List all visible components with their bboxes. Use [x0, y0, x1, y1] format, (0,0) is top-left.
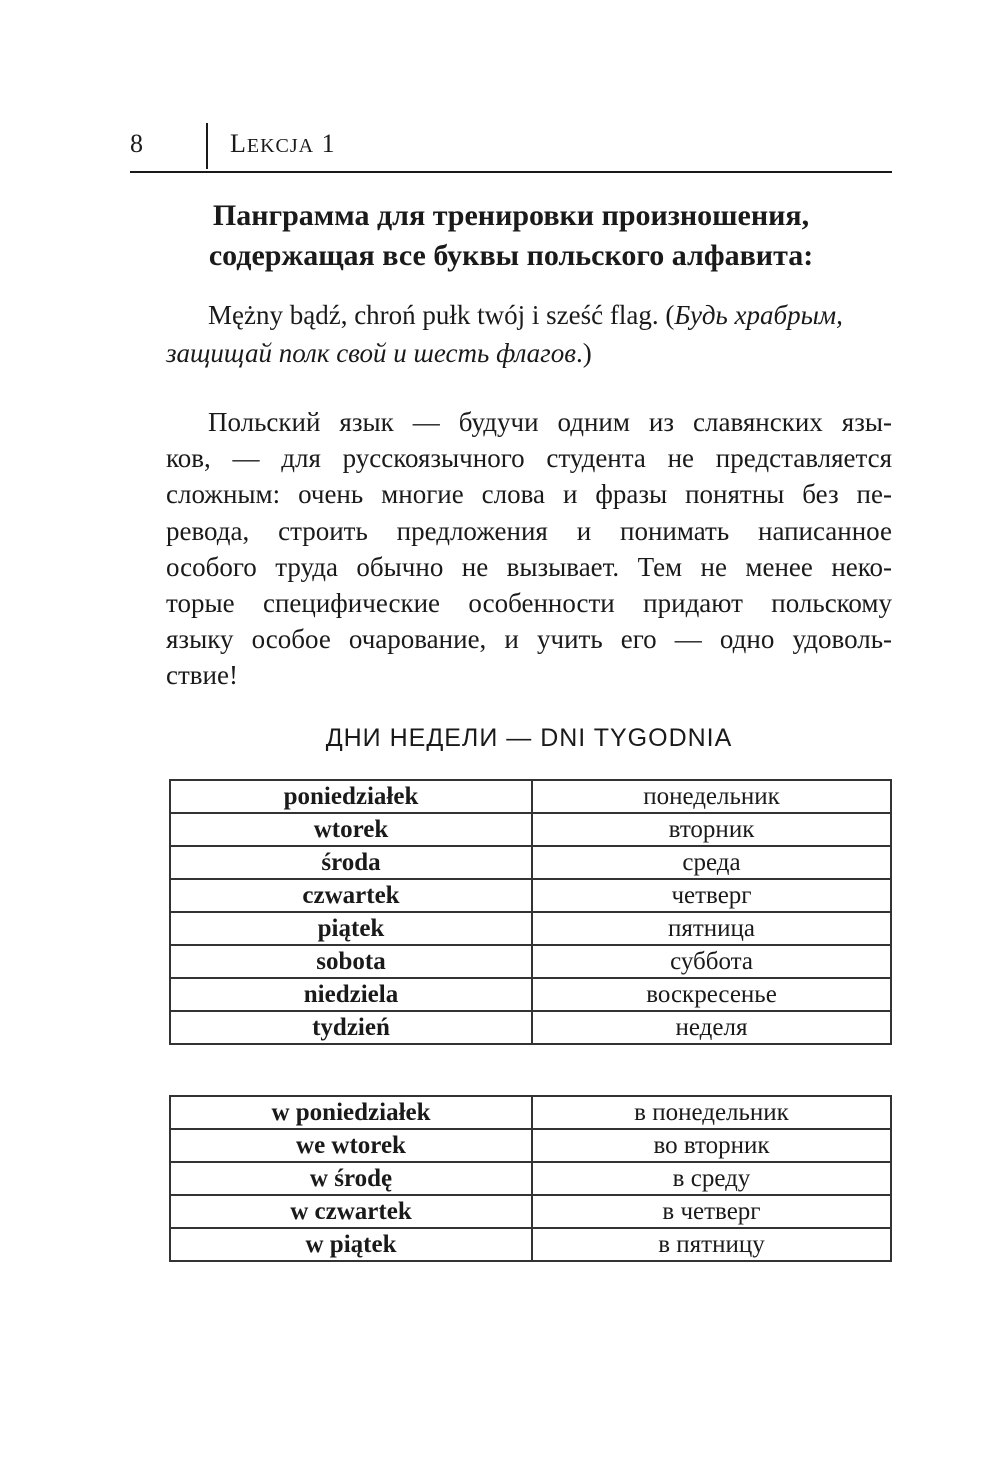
table-row [170, 1162, 891, 1195]
paragraph-line: Польский язык — будучи одним из славянских язы- [208, 407, 892, 437]
russian-cell: неделя [532, 1011, 891, 1044]
heading-line-2: содержащая все буквы польского алфавита: [208, 239, 814, 272]
table-row [170, 780, 891, 813]
russian-cell: суббота [532, 945, 891, 978]
table-row [170, 1011, 891, 1044]
paragraph-line: особого труда обычно не вызывает. Тем не менее неко- [166, 551, 892, 582]
page-header [130, 123, 892, 173]
running-title [230, 129, 336, 159]
table-row [170, 1228, 891, 1261]
polish-cell: poniedziałek [170, 780, 532, 813]
pangram-polish: Mężny bądź, chroń pułk twój i sześć flag. ( [208, 300, 675, 330]
pangram-translation-line [166, 334, 892, 372]
page-number: 8 [130, 129, 143, 158]
table-row [170, 879, 891, 912]
paragraph-line: ков, — для русскоязычного студента не представляется [166, 443, 892, 474]
russian-cell: вторник [532, 813, 891, 846]
russian-cell: четверг [532, 879, 891, 912]
polish-cell: sobota [170, 945, 532, 978]
polish-cell: wtorek [170, 813, 532, 846]
table-row [170, 1129, 891, 1162]
lesson-initial: L [230, 129, 247, 158]
polish-cell: piątek [170, 912, 532, 945]
paragraph-line: ревода, строить предложения и понимать написанное [166, 515, 892, 546]
russian-cell: воскресенье [532, 978, 891, 1011]
pangram-translation-1: Будь храбрым, [674, 300, 843, 330]
polish-cell: we wtorek [170, 1129, 532, 1162]
russian-cell: в среду [532, 1162, 891, 1195]
table-row [170, 912, 891, 945]
pangram-translation-2: защищай полк свой и шесть флагов [166, 338, 576, 368]
polish-cell: w poniedziałek [170, 1096, 532, 1129]
on-days-table [169, 1095, 892, 1262]
days-table [169, 779, 892, 1045]
table-row [170, 846, 891, 879]
polish-cell: niedziela [170, 978, 532, 1011]
paragraph-line: языку особое очарование, и учить его — одно удоволь- [166, 624, 892, 655]
russian-cell: понедельник [532, 780, 891, 813]
polish-cell: w piątek [170, 1228, 532, 1261]
table-row [170, 813, 891, 846]
paragraph-line: ствие! [166, 660, 238, 691]
russian-cell: среда [532, 846, 891, 879]
header-divider [206, 123, 208, 169]
lesson-number: 1 [321, 129, 336, 158]
table-row [170, 978, 891, 1011]
russian-cell: в понедельник [532, 1096, 891, 1129]
pangram-line [166, 296, 892, 334]
russian-cell: в четверг [532, 1195, 891, 1228]
section-heading [130, 196, 892, 276]
heading-line-1: Панграмма для тренировки произношения, [212, 199, 810, 232]
russian-cell: пятница [532, 912, 891, 945]
lesson-word-rest: EKCJA [246, 135, 315, 157]
paragraph-line: торые специфические особенности придают польскому [166, 588, 892, 619]
table-row [170, 945, 891, 978]
table-row [170, 1096, 891, 1129]
paragraph-line: сложным: очень многие слова и фразы понятны без пе- [166, 479, 892, 510]
polish-cell: środa [170, 846, 532, 879]
russian-cell: в пятницу [532, 1228, 891, 1261]
intro-paragraph [166, 404, 892, 694]
polish-cell: w czwartek [170, 1195, 532, 1228]
table-title: ДНИ НЕДЕЛИ — DNI TYGODNIA [325, 724, 733, 752]
russian-cell: во вторник [532, 1129, 891, 1162]
table-row [170, 1195, 891, 1228]
polish-cell: czwartek [170, 879, 532, 912]
pangram-closing: .) [575, 338, 592, 368]
polish-cell: tydzień [170, 1011, 532, 1044]
polish-cell: w środę [170, 1162, 532, 1195]
